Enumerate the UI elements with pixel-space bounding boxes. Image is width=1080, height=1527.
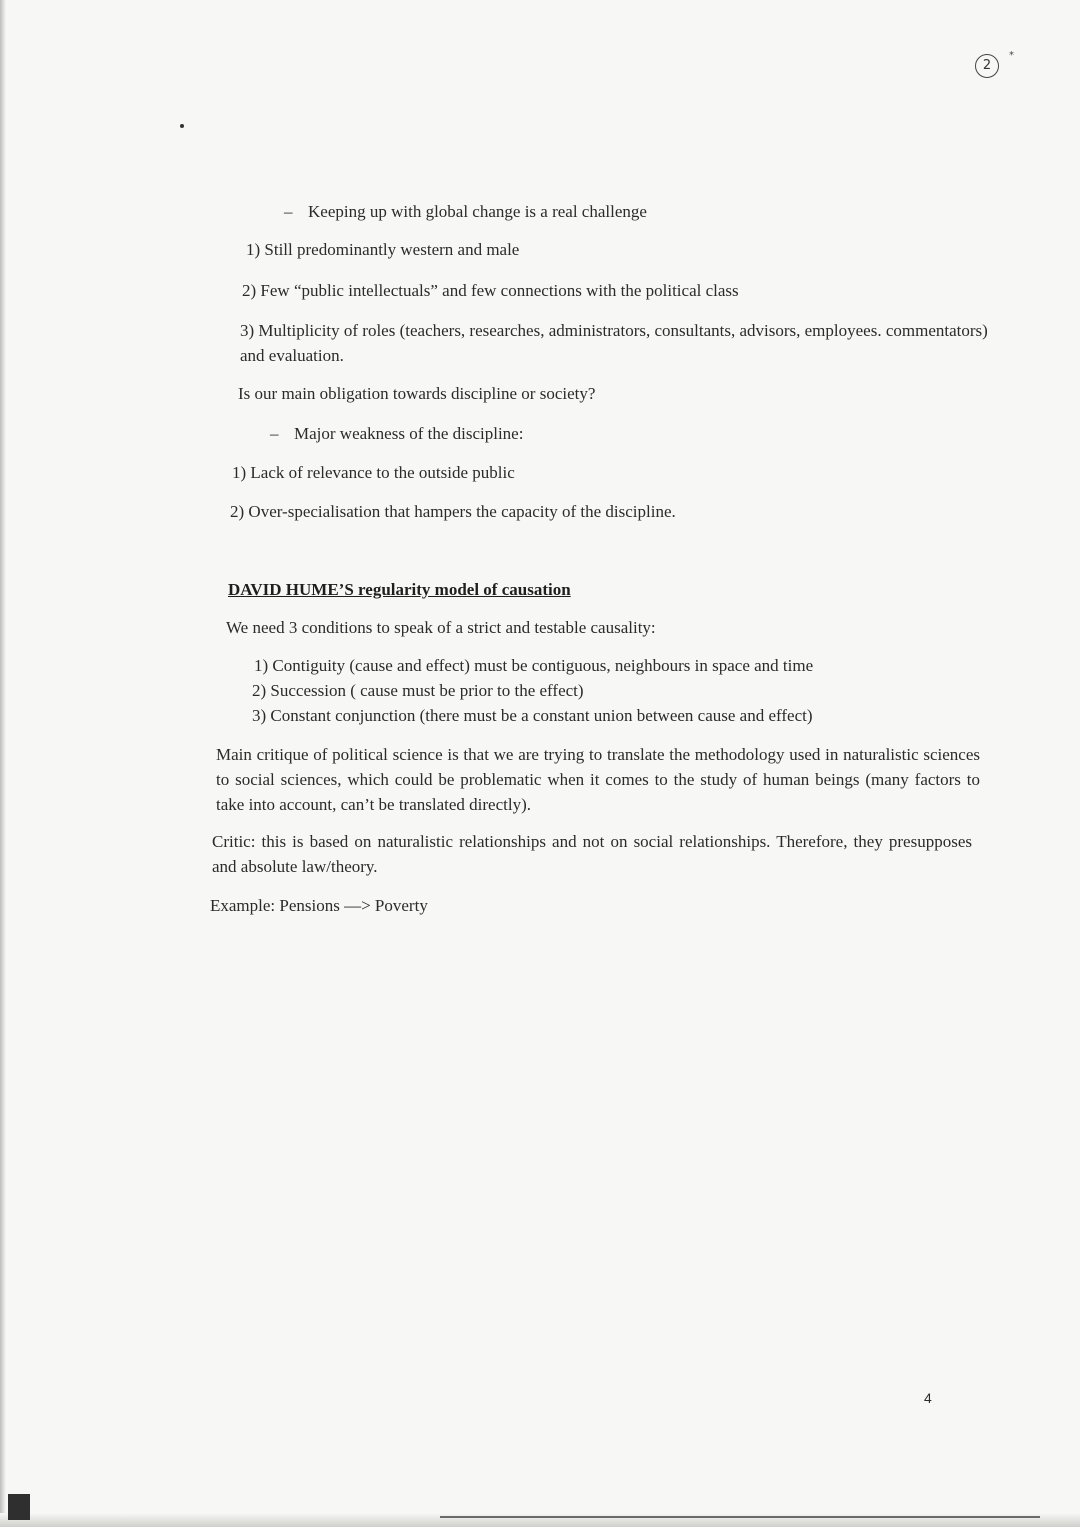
condition-3: 3) Constant conjunction (there must be a constant union between cause and effect) — [252, 706, 813, 725]
hume-intro: We need 3 conditions to speak of a strict and testable causality: — [226, 618, 656, 637]
intro-item-3: 3) Multiplicity of roles (teachers, researches, administrators, consultants, advisors, employees. commentators) and evaluation. — [240, 321, 988, 365]
scan-shadow-left — [0, 0, 6, 1527]
critic-paragraph: Critic: this is based on naturalistic relationships and not on social relationships. Therefore, they presupposes and absolute law/theory. — [212, 832, 972, 876]
bottom-rule — [440, 1516, 1040, 1518]
weakness-item-1: 1) Lack of relevance to the outside public — [232, 463, 515, 482]
question-line: Is our main obligation towards discipline or society? — [238, 384, 596, 403]
condition-1: 1) Contiguity (cause and effect) must be contiguous, neighbours in space and time — [254, 656, 814, 675]
dash-item-weakness: – Major weakness of the discipline: — [270, 424, 524, 443]
dash-item-global-change: – Keeping up with global change is a real challenge — [284, 202, 647, 221]
stray-dot — [180, 124, 184, 128]
page-number: 4 — [924, 1390, 932, 1406]
dash-mark: – — [284, 202, 293, 221]
critique-paragraph: Main critique of political science is that we are trying to translate the methodology used in naturalistic sciences to social sciences, which could be problematic when it comes to the study of human beings (many factors to take into account, can’t be translated directly). — [216, 745, 980, 814]
dash-mark: – — [270, 424, 279, 443]
hume-heading: DAVID HUME’S regularity model of causation — [228, 580, 571, 599]
condition-2: 2) Succession ( cause must be prior to the effect) — [252, 681, 584, 700]
intro-item-1: 1) Still predominantly western and male — [246, 240, 520, 259]
intro-item-2: 2) Few “public intellectuals” and few connections with the political class — [242, 281, 739, 300]
star-mark: * — [1009, 50, 1014, 61]
page-marker-circle: 2 — [975, 54, 999, 78]
weakness-item-2: 2) Over-specialisation that hampers the capacity of the discipline. — [230, 502, 676, 521]
corner-mark — [8, 1494, 30, 1520]
example-line: Example: Pensions —> Poverty — [210, 896, 428, 915]
